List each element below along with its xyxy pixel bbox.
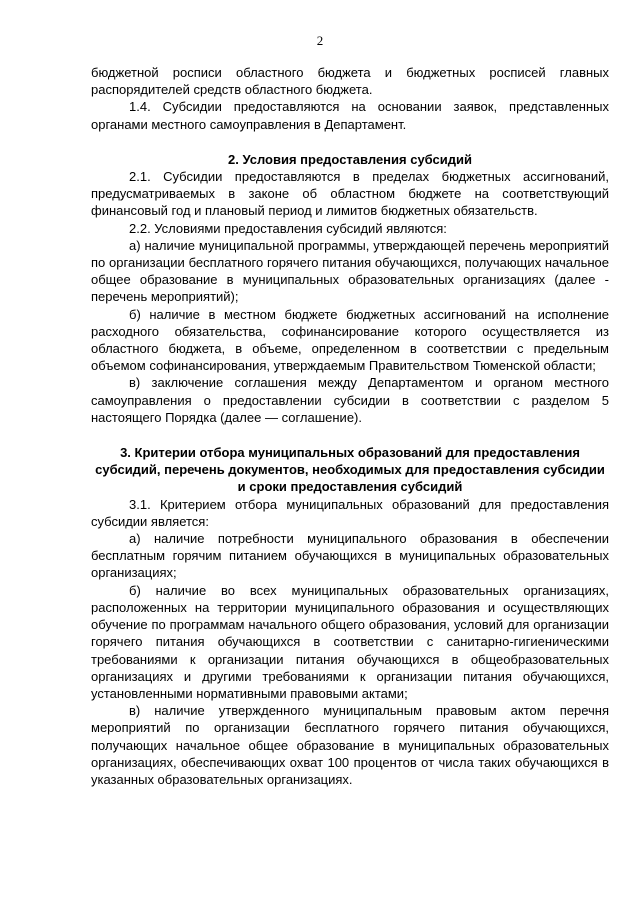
spacer [91,426,609,444]
paragraph-2-1: 2.1. Субсидии предоставляются в пределах бюджетных ассигнований, предусматриваемых в законе об областном бюджете на соответствующий финансовый год и плановый период и лимитов бюджетных обязательств. [91,169,609,219]
paragraph-budget-continuation: бюджетной росписи областного бюджета и бюджетных росписей главных распорядителей средств областного бюджета. [91,65,609,98]
paragraph-3-1-a: а) наличие потребности муниципального образования в обеспечении бесплатным горячим питанием обучающихся в муниципальных образовательных организациях; [91,531,609,581]
paragraph-2-2-c: в) заключение соглашения между Департаментом и органом местного самоуправления о предоставлении субсидии в соответствии с разделом 5 настоящего Порядка (далее — соглашение). [91,375,609,425]
paragraph-2-2-a: а) наличие муниципальной программы, утверждающей перечень мероприятий по организации бесплатного горячего питания обучающихся, получающих начальное общее образование в муниципальных образовательных организациях (далее - перечень мероприятий); [91,237,609,305]
paragraph-3-1-b: б) наличие во всех муниципальных образовательных организациях, расположенных на территории муниципального образования и осуществляющих обучение по программам начального общего образования, условий для организации горячего питания обучающихся в соответствии с санитарно-гигиеническими требованиями к организации питания обучающихся в общеобразовательных организациях и другими требованиями к организации питания обучающихся, установленными нормативными правовыми актами; [91,582,609,701]
section-3-heading: 3. Критерии отбора муниципальных образований для предоставления субсидий, перечень документов, необходимых для предоставления субсидии и сроки предоставления субсидий [95,445,605,495]
paragraph-1-4: 1.4. Субсидии предоставляются на основании заявок, представленных органами местного самоуправления в Департамент. [91,99,609,132]
section-2-heading: 2. Условия предоставления субсидий [228,151,472,167]
paragraph-3-1: 3.1. Критерием отбора муниципальных образований для предоставления субсидии является: [91,496,609,529]
document-body [91,64,609,788]
paragraph-2-2: 2.2. Условиями предоставления субсидий являются: [129,220,447,236]
paragraph-3-1-c: в) наличие утвержденного муниципальным правовым актом перечня мероприятий по организации бесплатного горячего питания обучающихся, получающих начальное общее образование в муниципальных образовательных организациях, обеспечивающих охват 100 процентов от числа таких обучающихся в указанных образовательных организациях. [91,703,609,787]
paragraph-2-2-b: б) наличие в местном бюджете бюджетных ассигнований на исполнение расходного обязательства, софинансирование которого осуществляется из областного бюджета, в объеме, определенном в соответствии с предельным объемом софинансирования, утверждаемым Правительством Тюменской области; [91,306,609,374]
spacer [91,133,609,151]
page-number: 2 [316,33,324,48]
